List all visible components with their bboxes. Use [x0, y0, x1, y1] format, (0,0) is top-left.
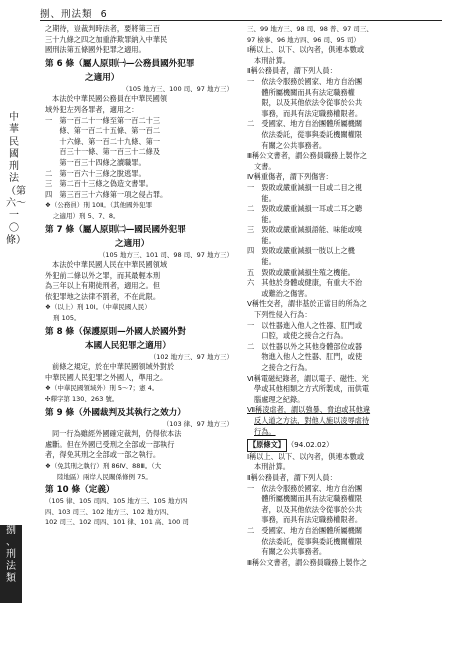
list-item: 四 第三百三十六條第一項之侵占罪。 [45, 189, 168, 199]
list-item: 第一百三十四條之瀆職罪。 [45, 157, 146, 167]
paragraph-2: Ⅱ稱公務員者，謂下列人員： [247, 66, 337, 76]
list-item: 二 第一百六十三條之脫逃罪。 [45, 168, 146, 178]
list-item: 一 依法令服務於國家、地方自治團 [247, 483, 363, 493]
text-line: 本刑計算。 [254, 462, 290, 472]
list-item: 能。 [247, 214, 276, 224]
cross-reference: ❖（免其刑之執行）刑 86Ⅳ、88Ⅲ。（大 [45, 462, 162, 470]
text-line: 處斷。但在外國已受刑之全部或一部執行 [45, 439, 175, 449]
text-line: 依犯罪地之法律不罰者，不在此限。 [45, 291, 161, 301]
text-line: 前條之規定，於在中華民國領域外對於 [52, 362, 175, 372]
running-header [40, 6, 108, 20]
article-10-history: 97 檢事、96 地方四、96 司、95 司） [247, 35, 360, 44]
list-item: 體所屬機關而具有法定職務權限 [247, 494, 363, 504]
text-line: 外犯前二條以外之罪，而其最輕本刑 [45, 270, 161, 280]
article-10-history: 102 司三、102 司四、101 律、101 高、100 司 [45, 518, 189, 527]
text-line: 腦處理之紀錄。 [254, 394, 305, 404]
list-item: 事務，而具有法定職務權限者。 [247, 515, 363, 525]
side-tab-char: 法 [6, 561, 16, 572]
cross-reference: ❖（中華民國領域外）刑 5〜7；憲 4。 [45, 384, 159, 393]
article-7-history: （105 地方三、101 司、98 司、97 地方三） [98, 250, 233, 259]
list-item: 一 毀敗或嚴重減損一目或二目之視 [247, 182, 363, 192]
list-item: 條、第一百二十五條、第一百二 [45, 126, 161, 136]
side-chapter-label: 中華民國刑法（第六〜一〇條） [6, 112, 26, 246]
cross-reference: ❖（以上）刑 10Ⅰ。（中華民國人民） [45, 303, 151, 312]
article-10-history: （105 律、105 司四、105 地方三、105 地方四 [45, 497, 188, 506]
original-text-date: （94.02.02） [286, 440, 334, 450]
text-line: 同一行為雖經外國確定裁判，仍得依本法 [52, 429, 182, 439]
article-9-title: 第 9 條（外國裁判及其執行之效力） [45, 407, 186, 418]
article-7-title-cont: 之適用） [115, 238, 150, 249]
text-line: 本刑計算。 [254, 55, 290, 65]
text-line: 三十九條之四之加重詐欺罪納入中華民 [45, 34, 168, 44]
list-item: 一 依法令服務於國家、地方自治團 [247, 76, 363, 86]
article-7-title: 第 7 條（屬人原則㈡—國民國外犯罪 [45, 224, 186, 235]
text-line: 國刑法第五條國外犯罪之適用。 [45, 45, 146, 55]
paragraph-2: Ⅱ稱公務員者，謂下列人員： [247, 472, 337, 482]
paragraph-3: Ⅲ稱公文書者，謂公務員職務上製作之 [247, 557, 367, 567]
text-line: 中華民國人民犯罪之外國人，準用之。 [45, 372, 168, 382]
original-text-heading [247, 439, 443, 452]
article-6-history: （105 地方三、100 司、97 地方三） [122, 84, 233, 93]
text-line: 之期待，豈裁判時法者，要將第三百 [45, 24, 161, 33]
side-tab-char: 、 [6, 537, 16, 548]
text-line: 文書。 [254, 161, 276, 171]
text-line: 本法於中華民國公務員在中華民國領 [52, 94, 168, 104]
paragraph-7: Ⅶ稱凌虐者，謂以強暴、脅迫或其他違 [247, 405, 371, 415]
list-item: 之接合之行為。 [247, 363, 312, 372]
side-tab-char: 刑 [6, 549, 16, 560]
paragraph-6: Ⅵ稱電磁紀錄者，謂以電子、磁性、光 [247, 373, 369, 383]
list-item: 依法委託，從事與委託機關權限 [247, 129, 363, 139]
list-item: 體所屬機關而具有法定職務權 [247, 87, 355, 97]
list-item: 四 毀敗或嚴重減損一肢以上之機 [247, 246, 355, 256]
article-10-history: 四、103 司三、102 地方三、102 地方四、 [45, 507, 173, 516]
list-item: 能。 [247, 257, 276, 267]
list-item: 三 第二百十三條之偽造文書罪。 [45, 179, 153, 189]
list-item: 百三十一條、第一百三十二條及 [45, 147, 161, 157]
list-item: 能。 [247, 235, 276, 245]
list-item: 二 以性器以外之其他身體部位或器 [247, 341, 363, 351]
side-tab-char: 類 [6, 573, 16, 584]
list-item: 或難治之傷害。 [247, 288, 312, 298]
paragraph-1: Ⅰ稱以上、以下、以內者，俱連本數或 [247, 45, 365, 55]
header-page-number: 6 [100, 9, 108, 20]
text-line: 反人道之方法，對他人施以凌辱虐待 [254, 415, 370, 425]
list-item: 十六條、第一百二十九條、第一 [45, 136, 161, 146]
header-rule [40, 20, 442, 21]
list-item: 口腔，或使之接合之行為。 [247, 331, 348, 341]
list-item: 二 毀敗或嚴重減損一耳或二耳之聽 [247, 204, 363, 214]
list-item: 三 毀敗或嚴重減損語能、味能或嗅 [247, 225, 363, 235]
text-line: 行為。 [254, 426, 276, 436]
cross-reference: ❖（公務員）刑 10Ⅱ。（其他國外犯罪 [45, 201, 153, 210]
article-8-title: 第 8 條（保護原則—外國人於國外對 [45, 326, 186, 337]
list-item: 一 以性器進入他人之性器、肛門或 [247, 320, 363, 330]
text-line: 者，得免其刑之全部或一部之執行。 [45, 450, 161, 460]
list-item: 一 第一百二十一條至第一百二十三 [45, 115, 161, 125]
list-item: 依法委託，從事與委託機關權限 [247, 536, 363, 546]
article-8-title-cont: 本國人民犯罪之適用） [85, 340, 171, 351]
list-item: 限，以及其他依法令從事於公共 [247, 98, 363, 108]
article-8-history: （102 地方三、97 地方三） [149, 352, 233, 361]
list-item: 六 其他於身體或健康，有重大不治 [247, 278, 363, 288]
text-line: 為三年以上有期徒刑者，適用之。但 [45, 281, 161, 291]
header-book-title: 捌、刑法類 [40, 9, 93, 20]
list-item: 者，以及其他依法令從事於公共 [247, 504, 363, 514]
paragraph-4: Ⅳ稱重傷者，謂下列傷害： [247, 172, 333, 182]
left-column [45, 24, 233, 528]
text-line: 下列性侵入行為： [254, 310, 312, 320]
side-thumb-tab [0, 525, 22, 603]
list-item: 事務，而具有法定職務權限者。 [247, 108, 363, 118]
paragraph-3: Ⅲ稱公文書者，謂公務員職務上製作之 [247, 151, 367, 161]
cross-reference: 刑 105。 [53, 314, 81, 323]
article-9-history: （103 律、97 地方三） [162, 419, 233, 428]
list-item: 二 受國家、地方自治團體所屬機關 [247, 119, 363, 129]
cross-reference: ✣釋字第 130、263 號。 [45, 395, 119, 404]
text-line: 域外犯左列各罪者，適用之： [45, 104, 139, 114]
original-text-label: 【原條文】 [247, 439, 287, 452]
article-10-title: 第 10 條（定義） [45, 485, 115, 496]
text-line: 學或其他相類之方式所製成，而供電 [254, 384, 370, 394]
article-6-title: 第 6 條（屬人原則㈠—公務員國外犯罪 [45, 58, 195, 69]
list-item: 五 毀敗或嚴重減損生殖之機能。 [247, 267, 355, 277]
list-item: 能。 [247, 193, 276, 203]
list-item: 物進入他人之性器、肛門，或使 [247, 352, 363, 362]
article-10-history: 三、99 地方三、98 司、98 普、97 司三、 [247, 25, 373, 33]
list-item: 有關之公共事務者。 [247, 140, 327, 150]
paragraph-5: Ⅴ稱性交者，謂非基於正當目的所為之 [247, 299, 367, 309]
text-line: 本法於中華民國人民在中華民國領域 [52, 260, 168, 270]
cross-reference: 陸地區）兩岸人民關係條例 75。 [57, 472, 152, 481]
paragraph-1: Ⅰ稱以上、以下、以內者，俱連本數或 [247, 451, 365, 461]
cross-reference: 之適用）刑 5、7、8。 [53, 211, 120, 220]
article-6-title-cont: 之適用） [85, 72, 120, 83]
list-item: 有關之公共事務者。 [247, 547, 327, 557]
list-item: 二 受國家、地方自治團體所屬機關 [247, 525, 363, 535]
right-column [247, 24, 443, 568]
side-tab-char: 捌 [6, 525, 16, 536]
